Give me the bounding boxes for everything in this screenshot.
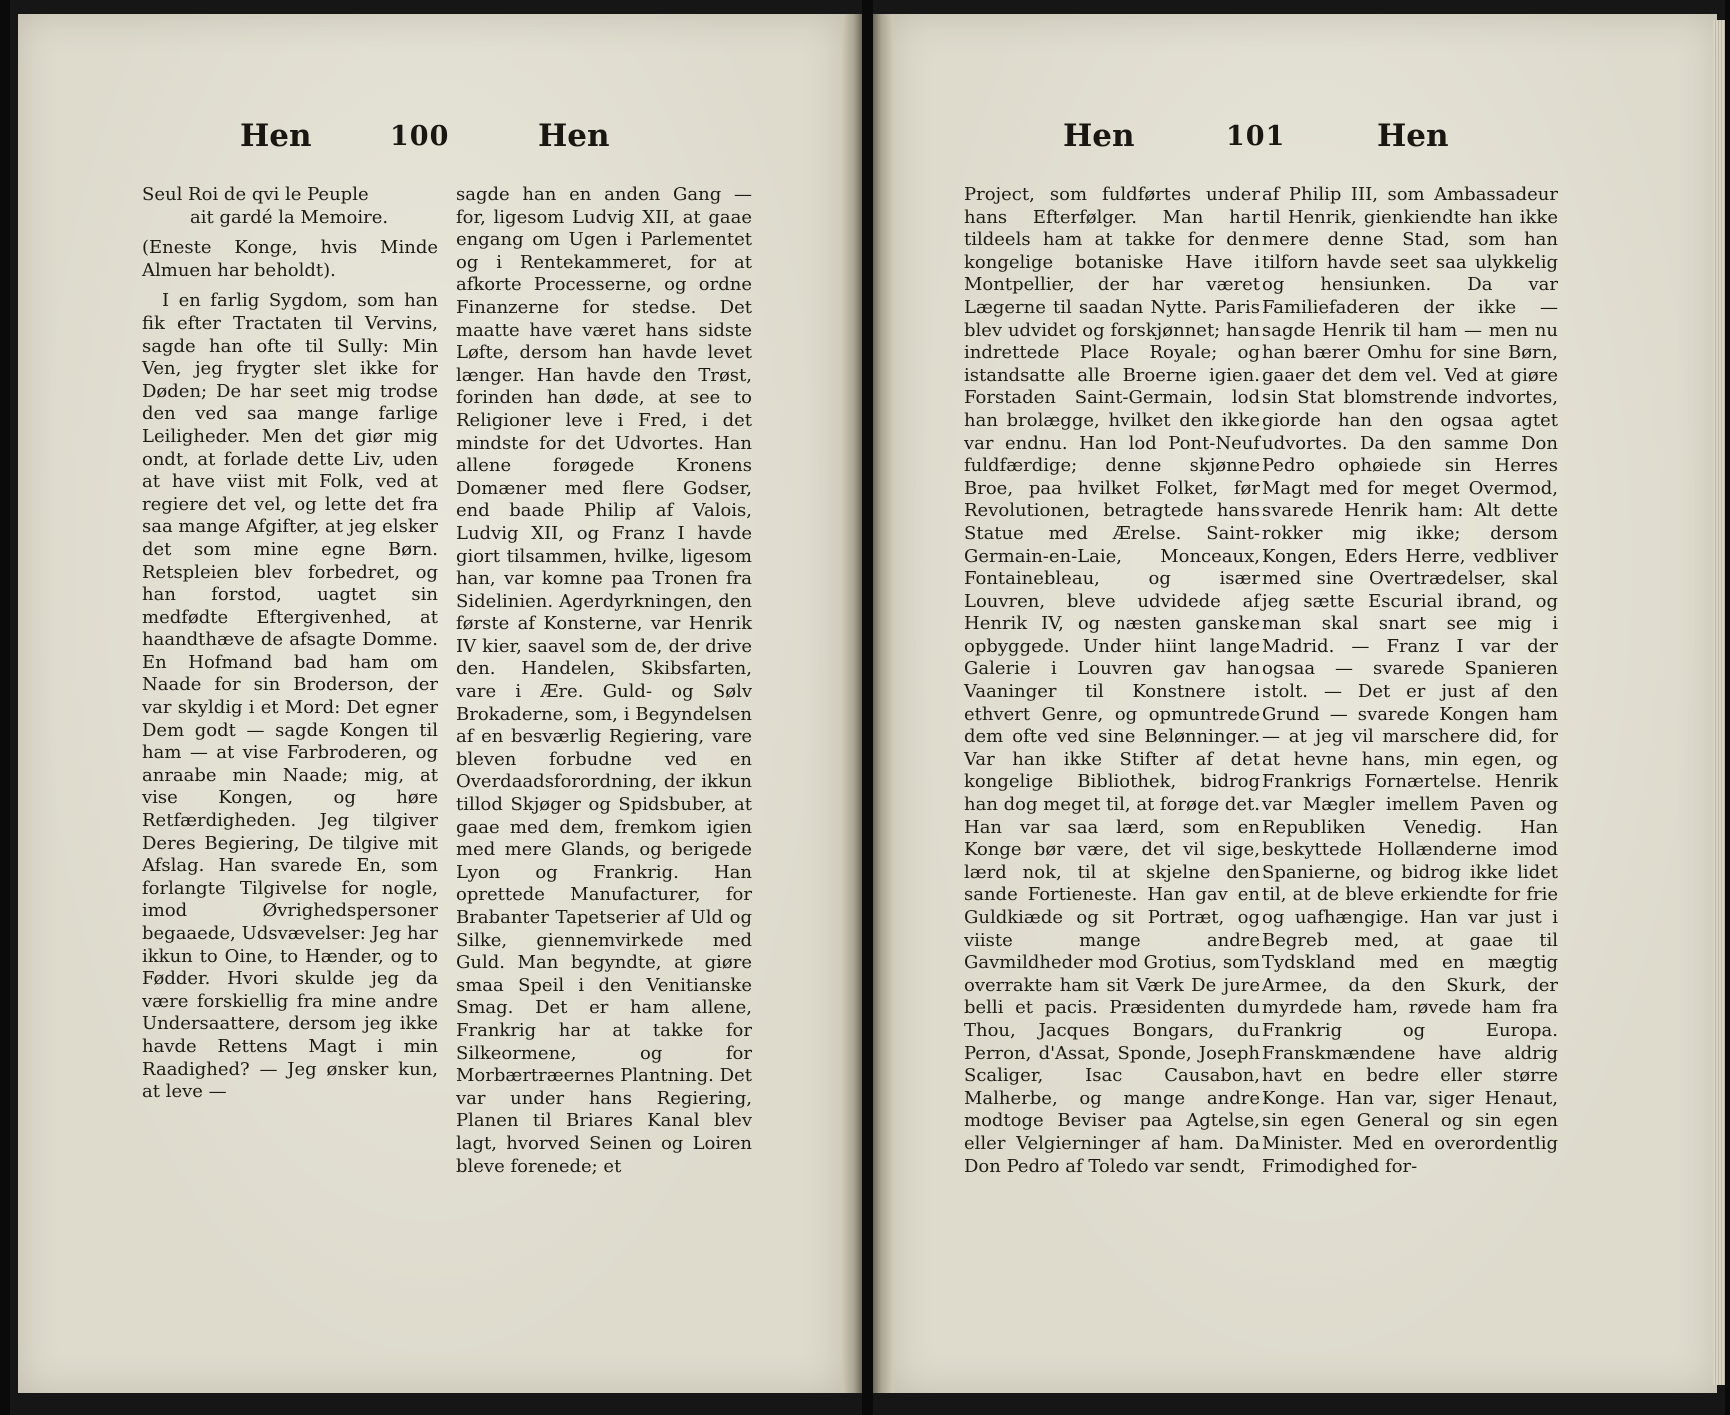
running-head-right: Hen xyxy=(1377,118,1449,154)
page-number: 100 xyxy=(390,121,450,152)
right-page-column-1 xyxy=(964,184,1260,1178)
left-page-scan xyxy=(10,0,862,1415)
right-page-scan xyxy=(873,0,1725,1415)
page-number: 101 xyxy=(1226,121,1286,152)
running-head-right: Hen xyxy=(538,118,610,154)
right-page xyxy=(893,14,1717,1393)
running-head-left: Hen xyxy=(240,118,312,154)
running-head-left: Hen xyxy=(1063,118,1135,154)
page-edges xyxy=(1713,20,1725,1385)
quote-line-2: ait gardé la Memoire. xyxy=(190,206,389,228)
left-page-header xyxy=(18,118,842,166)
paragraph: Project, som fuldførtes under hans Efterfølger. Man har tildeels ham at takke for den kongelige botaniske Have i Montpellier, der har været Lægerne til saadan Nytte. Paris blev udvidet og forskjønnet; han indrettede Place Royale; og istandsatte alle Broerne igien. Forstaden Saint-Germain, lod han brolægge, hvilket den ikke var endnu. Han lod Pont-Neuf fuldfærdige; denne skjønne Broe, paa hvilket Folket, før Revolutionen, betragtede hans Statue med Ærelse. Saint-Germain-en-Laie, Monceaux, Fontainebleau, og især Louvren, bleve udvidede af Henrik IV, og næsten ganske opbyggede. Under hiint lange Galerie i Louvren gav han Vaaninger til Konstnere i ethvert Genre, og opmuntrede dem ofte ved sine Belønninger. Var han ikke Stifter af det kongelige Bibliothek, bidrog han dog meget til, at forøge det. Han var saa lærd, som en Konge bør være, det vil sige, lærd nok, til at skjelne den sande Fortieneste. Han gav en Guldkiæde og sit Portræt, og viiste mange andre Gavmildheder mod Grotius, som overrakte ham sit Værk De jure belli et pacis. Præsidenten du Thou, Jacques Bongars, du Perron, d'Assat, Sponde, Joseph Scaliger, Isac Causabon, Malherbe, og mange andre modtoge Beviser paa Agtelse, eller Velgierninger af ham. Da Don Pedro af Toledo var sendt, xyxy=(964,184,1260,1177)
left-page-column-2 xyxy=(456,184,752,1178)
left-page-column-1 xyxy=(142,184,438,1104)
paragraph: af Philip III, som Ambassadeur til Henrik, gienkiendte han ikke mere denne Stad, som han tilforn havde seet saa ulykkelig og hensiunken. Da var Familiefaderen der ikke — sagde Henrik til ham — men nu han bærer Omhu for sine Børn, gaaer det dem vel. Ved at giøre sin Stat blomstrende indvortes, giorde han den ogsaa agtet udvortes. Da den samme Don Pedro ophøiede sin Herres Magt med for meget Overmod, svarede Henrik ham: Alt dette rokker mig ikke; dersom Kongen, Eders Herre, vedbliver med sine Overtrædelser, skal jeg sætte Escurial ibrand, og man skal snart see mig i Madrid. — Franz I var der ogsaa — svarede Spanieren stolt. — Det er just af den Grund — svarede Kongen ham — at jeg vil marschere did, for at hevne hans, min egen, og Frankrigs Fornærtelse. Henrik var Mægler imellem Paven og Republiken Venedig. Han beskyttede Hollænderne imod Spanierne, og bidrog ikke lidet til, at de bleve erkiendte for frie og uafhængige. Han var just i Begreb med, at gaae til Tydskland med en mægtig Armee, da den Skurk, der myrdede ham, røvede ham fra Frankrig og Europa. Franskmændene have aldrig havt en bedre eller større Konge. Han var, siger Henaut, sin egen General og sin egen Minister. Med en overordentlig Frimodighed for- xyxy=(1262,184,1558,1177)
paragraph: I en farlig Sygdom, som han fik efter Tractaten til Vervins, sagde han ofte til Sully: Min Ven, jeg frygter slet ikke for Døden; De har seet mig trodse den ved saa mange farlige Leiligheder. Men det giør mig ondt, at forlade dette Liv, uden at have viist mit Folk, ved at regiere det vel, og lette det fra saa mange Afgifter, at jeg elsker det som mine egne Børn. Retspleien blev forbedret, og han forstod, uagtet sin medfødte Eftergivenhed, at haandthæve de afsagte Domme. En Hofmand bad ham om Naade for sin Broderson, der var skyldig i et Mord: Det egner Dem godt — sagde Kongen til ham — at vise Farbroderen, og anraabe min Naade; mig, at vise Kongen, og høre Retfærdigheden. Jeg tilgiver Deres Begiering, De tilgive mit Afslag. Han svarede En, som forlangte Tilgivelse for nogle, imod Øvrighedspersoner begaaede, Udsvævelser: Jeg har ikkun to Oine, to Hænder, og to Fødder. Hvori skulde jeg da være forskiellig fra mine andre Undersaattere, dersom jeg ikke havde Rettens Magt i min Raadighed? — Jeg ønsker kun, at leve — xyxy=(142,290,438,1103)
paragraph: sagde han en anden Gang — for, ligesom Ludvig XII, at gaae engang om Ugen i Parlementet og i Rentekammeret, for at afkorte Processerne, og ordne Finanzerne for stedse. Det maatte have været hans sidste Løfte, dersom han havde levet længer. Han havde den Trøst, forinden han døde, at see to Religioner leve i Fred, i det mindste for det Udvortes. Han allene forøgede Kronens Domæner med flere Godser, end baade Philip af Valois, Ludvig XII, og Franz I havde giort tilsammen, hvilke, ligesom han, var komne paa Tronen fra Sidelinien. Agerdyrkningen, den første af Konsterne, var Henrik IV kier, saavel som de, der drive den. Handelen, Skibsfarten, vare i Ære. Guld- og Sølv Brokaderne, som, i Begyndelsen af en besværlig Regiering, vare bleven forbudne ved en Overdaadsforordning, der ikkun tillod Skjøger og Spidsbuber, at gaae med dem, fremkom igien med mere Glands, og berigede Lyon og Frankrig. Han oprettede Manufacturer, for Brabanter Tapetserier af Uld og Silke, giennemvirkede med Guld. Man begyndte, at giøre smaa Speil i den Venitianske Smag. Det er ham allene, Frankrig har at takke for Silkeormene, og for Morbærtræernes Plantning. Det var under hans Regiering, Planen til Briares Kanal blev lagt, hvorved Seinen og Loiren bleve forenede; et xyxy=(456,184,752,1177)
right-page-header xyxy=(893,118,1717,166)
left-page xyxy=(18,14,842,1393)
quote-translation: (Eneste Konge, hvis Minde Almuen har beholdt). xyxy=(142,237,438,281)
right-page-column-2 xyxy=(1262,184,1558,1178)
book-gutter xyxy=(842,14,862,1393)
book-gutter xyxy=(873,14,893,1393)
quote-line-1: Seul Roi de qvi le Peuple xyxy=(142,184,369,205)
